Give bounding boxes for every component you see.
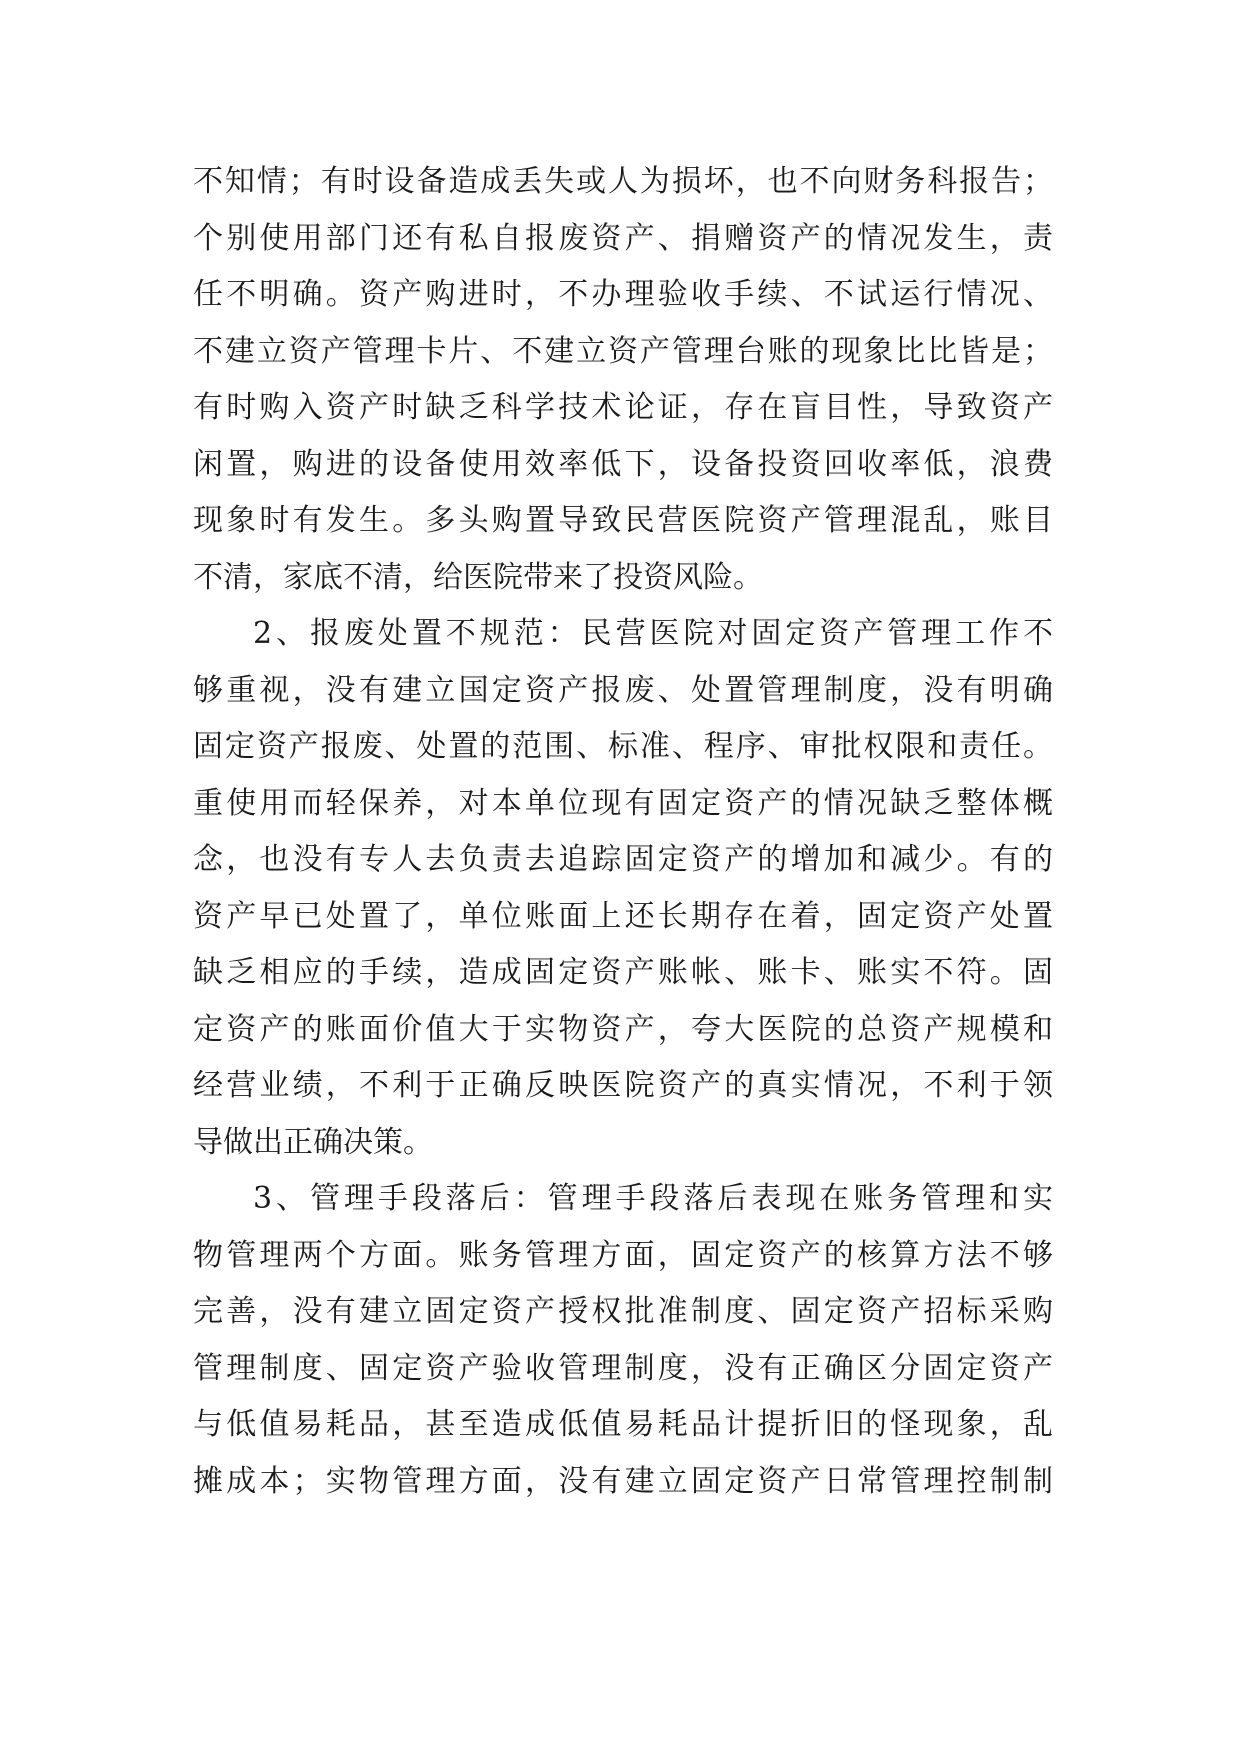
text-line: 固定资产报废、处置的范围、标准、程序、审批权限和责任。 xyxy=(193,729,1053,764)
text-line: 闲置，购进的设备使用效率低下，设备投资回收率低，浪费 xyxy=(193,446,1053,482)
text-line: 资产早已处置了，单位账面上还长期存在着，固定资产处置 xyxy=(193,898,1053,934)
text-line: 完善，没有建立固定资产授权批准制度、固定资产招标采购 xyxy=(193,1294,1053,1329)
text-line: 不建立资产管理卡片、不建立资产管理台账的现象比比皆是； xyxy=(193,333,1053,369)
text-line: 现象时有发生。多头购置导致民营医院资产管理混乱，账目 xyxy=(193,503,1053,538)
text-line: 管理制度、固定资产验收管理制度，没有正确区分固定资产 xyxy=(193,1350,1053,1386)
text-line: 经营业绩，不利于正确反映医院资产的真实情况，不利于领 xyxy=(193,1068,1053,1103)
text-line: 重使用而轻保养，对本单位现有固定资产的情况缺乏整体概 xyxy=(193,785,1053,821)
text-line: 定资产的账面价值大于实物资产，夸大医院的总资产规模和 xyxy=(193,1011,1053,1047)
text-line: 摊成本；实物管理方面，没有建立固定资产日常管理控制制 xyxy=(193,1463,1053,1499)
text-line: 缺乏相应的手续，造成固定资产账帐、账卡、账实不符。固 xyxy=(193,955,1053,990)
text-line: 不清，家底不清，给医院带来了投资风险。 xyxy=(193,559,763,595)
text-line: 不知情；有时设备造成丢失或人为损坏，也不向财务科报告； xyxy=(193,164,1053,199)
text-line: 与低值易耗品，甚至造成低值易耗品计提折旧的怪现象，乱 xyxy=(193,1407,1053,1442)
text-line: 物管理两个方面。账务管理方面，固定资产的核算方法不够 xyxy=(193,1237,1053,1273)
text-line: 个别使用部门还有私自报废资产、捐赠资产的情况发生，责 xyxy=(193,220,1053,256)
text-line: 念，也没有专人去负责去追踪固定资产的增加和减少。有的 xyxy=(193,842,1053,877)
text-line: 任不明确。资产购进时，不办理验收手续、不试运行情况、 xyxy=(193,277,1053,312)
text-line: 2、报废处置不规范：民营医院对固定资产管理工作不 xyxy=(253,616,1053,651)
text-line: 导做出正确决策。 xyxy=(193,1124,433,1160)
text-line: 够重视，没有建立国定资产报废、处置管理制度，没有明确 xyxy=(193,672,1053,708)
text-line: 3、管理手段落后：管理手段落后表现在账务管理和实 xyxy=(253,1181,1053,1216)
text-line: 有时购入资产时缺乏科学技术论证，存在盲目性，导致资产 xyxy=(193,390,1053,425)
body-text xyxy=(193,154,1053,1510)
